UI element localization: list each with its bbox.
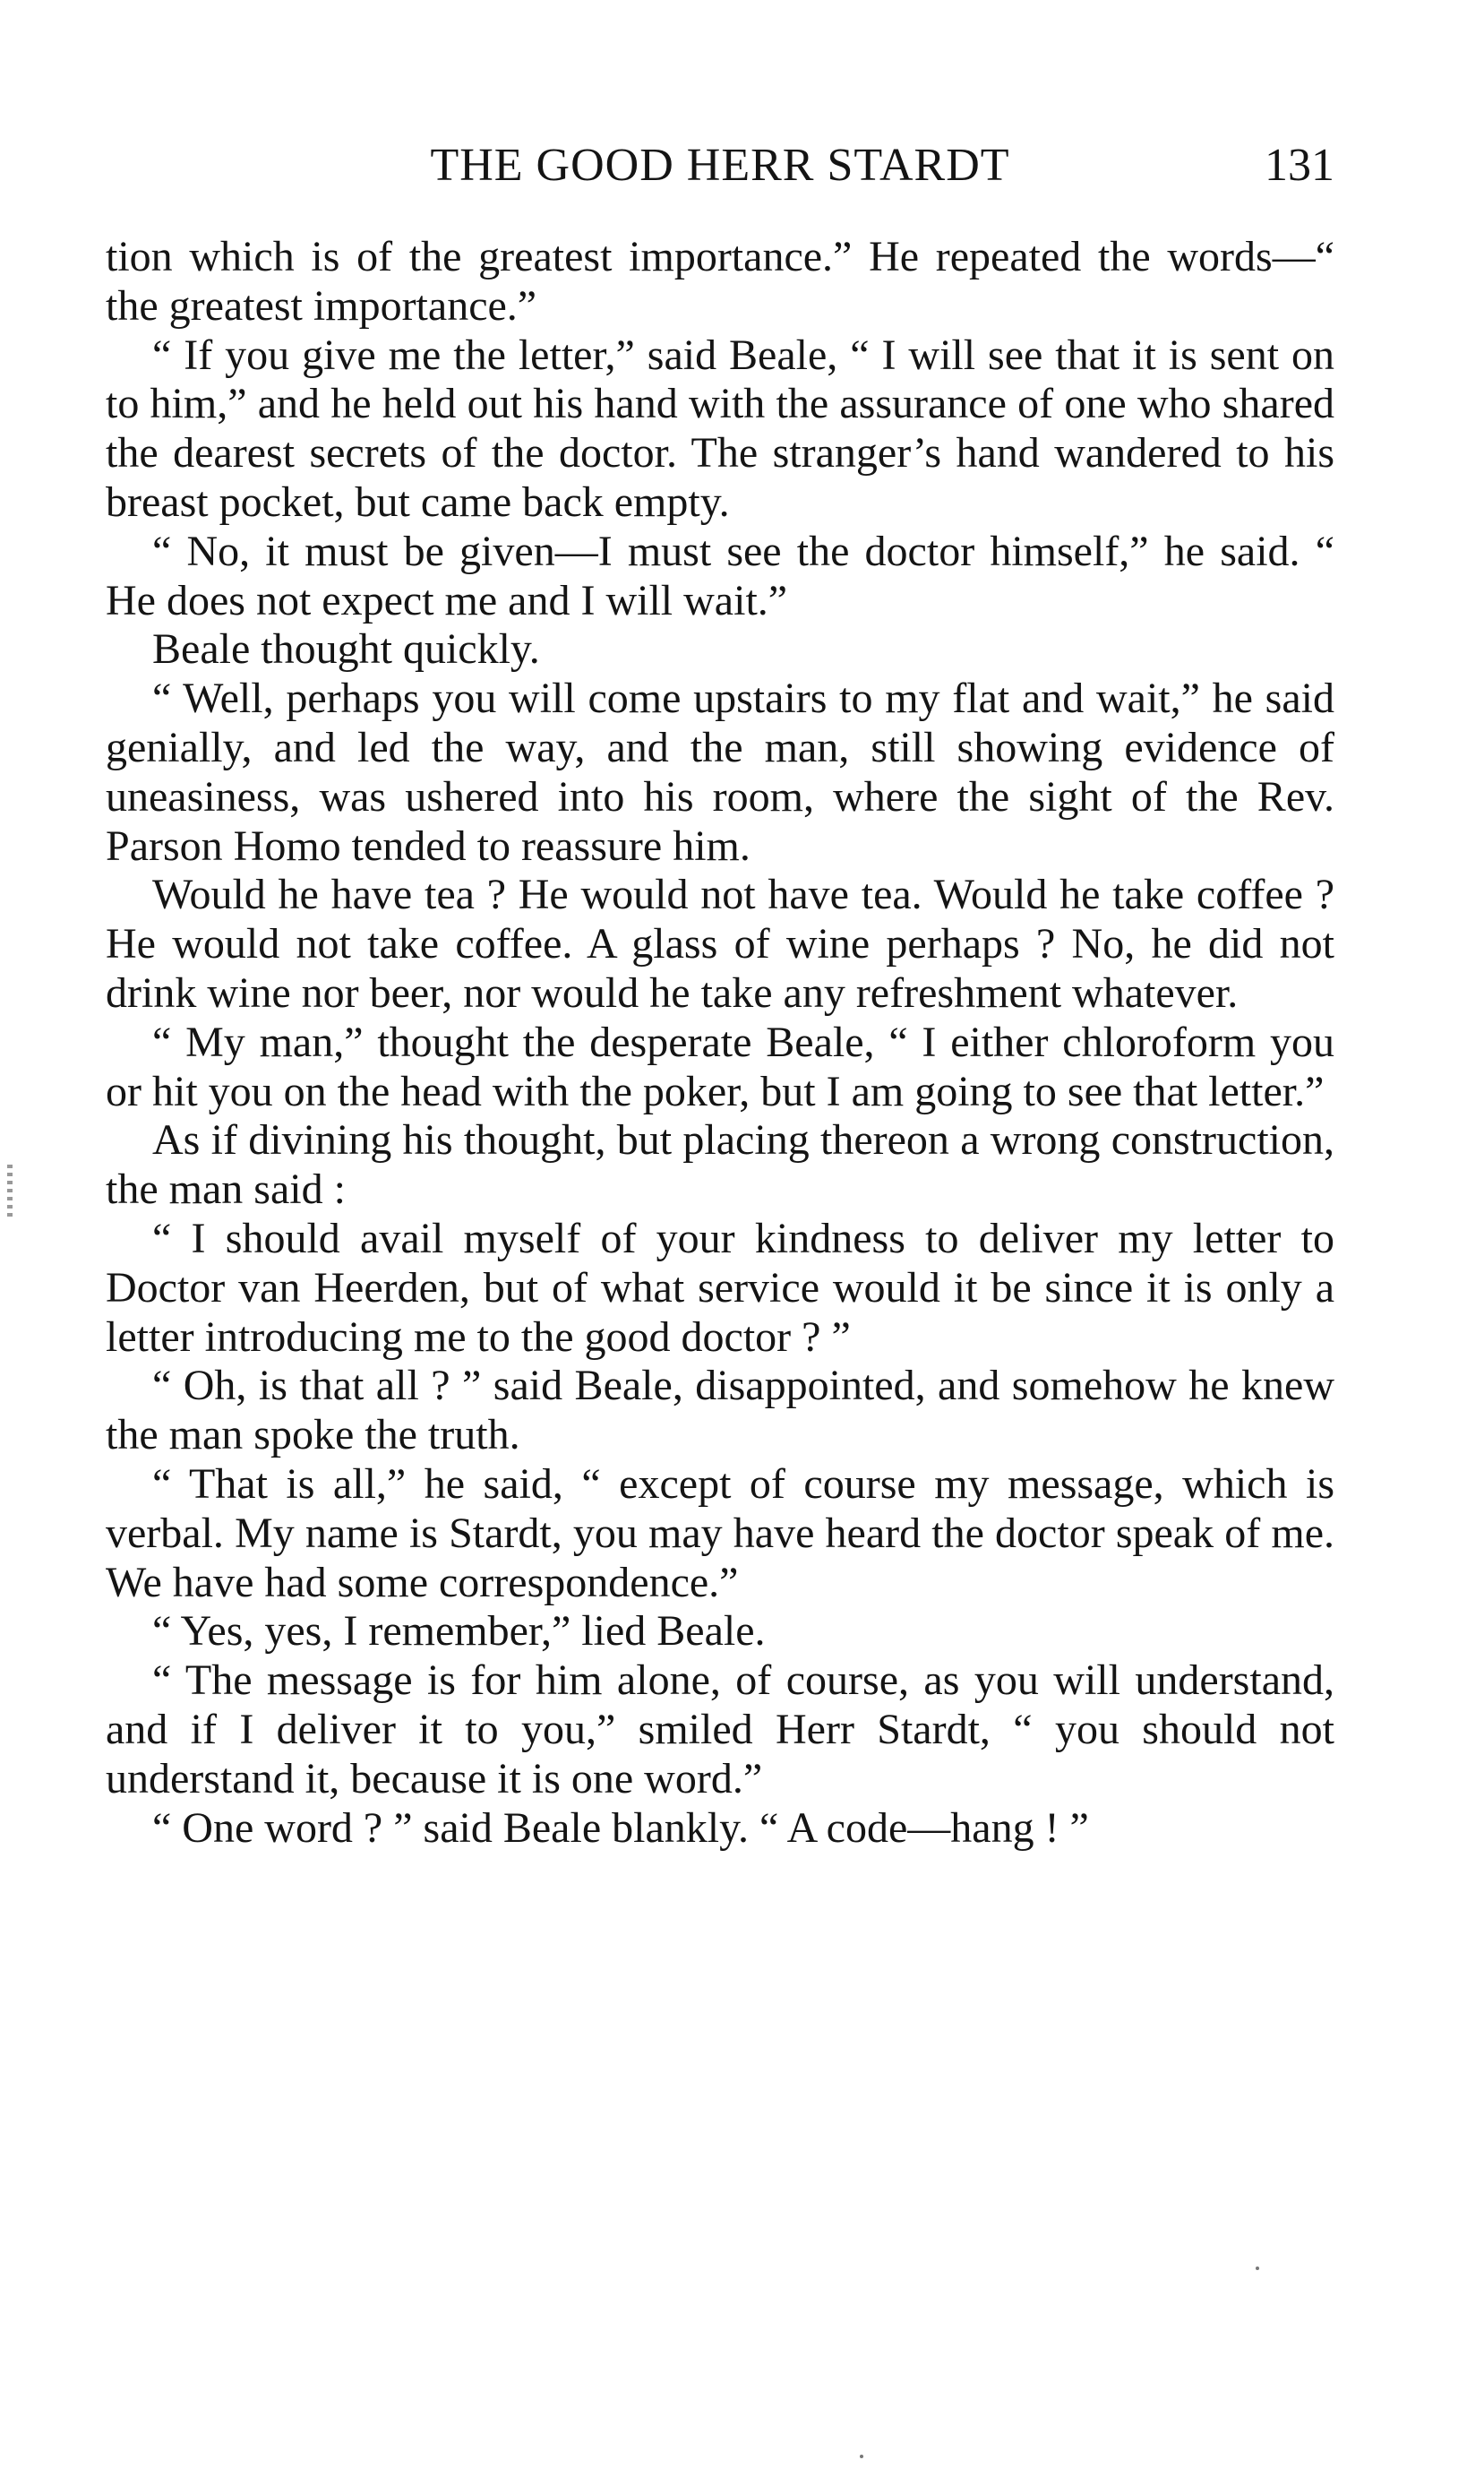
scan-speck — [1256, 2267, 1259, 2270]
running-head — [106, 134, 1334, 197]
paragraph-8: As if divining his thought, but placing thereon a wrong construction, the man said : — [106, 1116, 1334, 1214]
paragraph-4: Beale thought quickly. — [152, 625, 540, 674]
paragraph-3: “ No, it must be given—I must see the doctor himself,” he said. “ He does not expect me and I will wait.” — [106, 527, 1334, 624]
page-number: 131 — [1265, 140, 1334, 191]
paragraph-1: tion which is of the greatest importance.” He repeated the words—“ the greatest importance.” — [106, 233, 1334, 330]
scan-speck — [860, 2455, 863, 2458]
paragraph-14: “ One word ? ” said Beale blankly. “ A code—hang ! ” — [152, 1803, 1089, 1852]
paragraph-6: Would he have tea ? He would not have tea. Would he take coffee ? He would not take coffee. A glass of wine perhaps ? No, he did not drink wine nor beer, nor would he take any refreshment whatever. — [106, 871, 1334, 1017]
paragraph-10: “ Oh, is that all ? ” said Beale, disappointed, and somehow he knew the man spoke the truth. — [106, 1362, 1334, 1459]
body-text — [106, 233, 1334, 1853]
running-title: THE GOOD HERR STARDT — [430, 140, 1010, 191]
margin-scan-mark — [7, 1165, 13, 1218]
paragraph-5: “ Well, perhaps you will come upstairs to my flat and wait,” he said genially, and led the way, and the man, still showing evidence of uneasiness, was ushered into his room, where the sight of the Rev. Parson Homo tended to reassure him. — [106, 675, 1334, 870]
paragraph-2: “ If you give me the letter,” said Beale, “ I will see that it is sent on to him,” and he held out his hand with the assurance of one who shared the dearest secrets of the doctor. The stranger’s hand wandered to his breast pocket, but came back empty. — [106, 331, 1334, 526]
paragraph-11: “ That is all,” he said, “ except of course my message, which is verbal. My name is Stardt, you may have heard the doctor speak of me. We have had some correspondence.” — [106, 1459, 1334, 1606]
paragraph-13: “ The message is for him alone, of course, as you will understand, and if I deliver it to you,” smiled Herr Stardt, “ you should not understand it, because it is one word.” — [106, 1656, 1334, 1802]
paragraph-9: “ I should avail myself of your kindness to deliver my letter to Doctor van Heerden, but of what service would it be since it is only a letter introducing me to the good doctor ? ” — [106, 1214, 1334, 1361]
paragraph-12: “ Yes, yes, I remember,” lied Beale. — [152, 1607, 766, 1656]
paragraph-7: “ My man,” thought the desperate Beale, “ I either chloroform you or hit you on the head with the poker, but I am going to see that letter.” — [106, 1018, 1334, 1115]
